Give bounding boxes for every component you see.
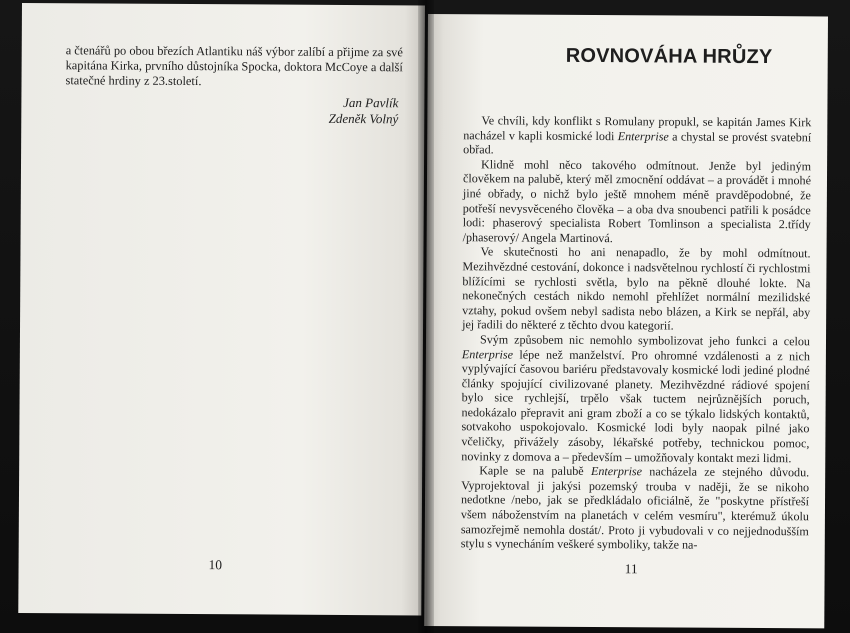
closing-paragraph: a čtenářů po obou březích Atlantiku náš výbor zalíbí a přijme za své kapitána Kirka, prvního důstojníka Spocka, doktora McCoye a další statečné hrdiny z 23.století.: [65, 43, 403, 89]
paragraph-4-end: lépe než manželství. Pro ohromné vzdálenosti a z nich vyplývající časovou bariéru představovaly kosmické lodi jediné plodné články spojující civilizované planety. Mezihvězdné rádiové spojení bylo sice rychlejší, trpělo však tuctem nejrůznějších poruch, nedokázalo přepravit ani gram zboží a co se týkalo lidských kontaktů, sotvakoho uspokojovalo. Kosmické lodi byly naopak pilné jako včeličky, přivážely zásoby, lékařské potřeby, technickou pomoc, novinky z domova a – především – umožňovaly kontakt mezi lidmi.: [461, 347, 810, 465]
right-page: [424, 14, 828, 628]
paragraph-5-text: Kaple se na palubě: [479, 463, 592, 479]
ship-name: Enterprise: [461, 346, 514, 362]
paragraph-3: Ve skutečnosti ho ani nenapadlo, že by mohl odmítnout. Mezihvězdné cestování, dokonce i nadsvětelnou rychlostí či rychlostmi blížícími se rychlosti světla, bylo na pěkně dlouhé lokte. Na nekonečných cestách nikdo nemohl přehlížet normální mezilidské vztahy, pokud ovšem nebyl sadista nebo blázen, a Kirk se nepřál, aby jej řadili do některé z těchto dvou kategorií.: [462, 244, 811, 333]
left-page: [18, 3, 425, 615]
paragraph-4-text: Svým způsobem nic nemohlo symbolizovat jeho funkci a celou: [479, 332, 811, 349]
chapter-title: ROVNOVÁHA HRŮZY: [565, 44, 773, 69]
paragraph-4: [461, 332, 810, 465]
paragraph-2: Klidně mohl něco takového odmítnout. Jenže byl jediným člověkem na palubě, který měl zmocnění oddávat – a provádět i mnohé jiné obřady, o nichž bylo ještě mnohem méně pravděpodobné, že potřeší nevysvěceného člověka – a oba dva snoubenci patřili k posádce lodi: phaserový specialista Robert Tomlinson a specialista 2.třídy /phaserový/ Angela Martinová.: [462, 157, 812, 245]
paragraph-1-text: Ve chvíli, kdy konflikt s Romulany propukl, se kapitán James Kirk nacházel v kapli kosmické lodi: [463, 113, 812, 143]
chapter-body: [461, 113, 812, 553]
page-number-left: 10: [208, 557, 223, 573]
ship-name: Enterprise: [590, 464, 643, 479]
paragraph-1: [463, 113, 811, 159]
signature-name-1: Jan Pavlík: [343, 94, 399, 111]
page-number-right: 11: [624, 561, 638, 577]
paragraph-5-end: nacházela ze stejného důvodu. Vyprojektoval ji jakýsi pozemský trouba v naději, že se nikoho nedotkne /nebo, jak se předkládalo oficiálně, že "poskytne přístřeší všem náboženstvím na planetách v celém vesmíru", kterémuž úkolu samozřejmě nemohla dostát/. Proto ji vybudovali v co nejjednodušším stylu s vynecháním veškeré symboliky, takže na-: [460, 464, 810, 552]
left-page-paragraph: [65, 43, 409, 91]
ship-name: Enterprise: [617, 128, 669, 144]
show-through-text: [59, 63, 402, 535]
paragraph-5: [461, 463, 810, 553]
signature-block: [329, 95, 399, 127]
paragraph-1-end: a chystal se provést svatební obřad.: [463, 129, 812, 157]
signature-name-2: Zdeněk Volný: [328, 110, 399, 127]
book-spine-shadow: [418, 0, 434, 633]
